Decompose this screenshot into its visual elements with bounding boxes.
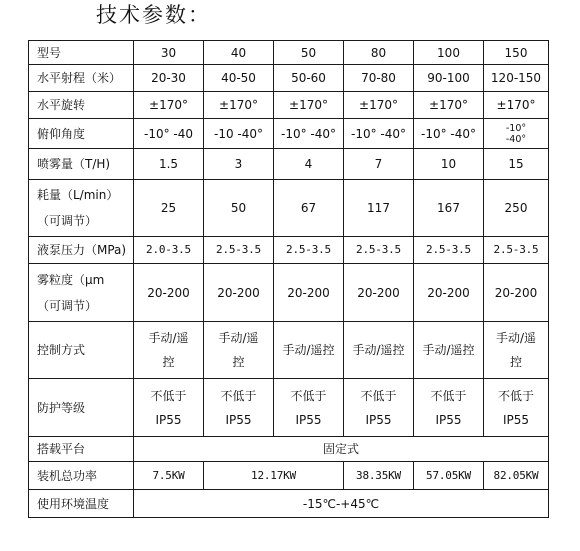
spray-cell: 10 [414,149,484,180]
control-line2: 控 [162,355,175,369]
pressure-cell: 2.5-3.5 [484,237,549,264]
pressure-cell: 2.5-3.5 [274,237,344,264]
consumption-cell: 50 [204,180,274,237]
pitch-line-top: -10° [505,122,527,134]
range-cell: 20-30 [134,65,204,92]
protection-line2: IP55 [365,412,392,427]
control-cell-wrapped [134,322,204,379]
row-platform [29,437,549,462]
rotation-cell: ±170° [484,92,549,119]
rotation-cell: ±170° [344,92,414,119]
control-cell-wrapped [204,322,274,379]
label-protection: 防护等级 [29,379,134,437]
control-line1: 手动/遥 [495,331,537,345]
consumption-cell: 67 [274,180,344,237]
particle-label-line1: 雾粒度（μm [37,272,105,287]
protection-line1: 不低于 [290,388,327,403]
row-protection [29,379,549,437]
control-line2: 控 [509,355,522,369]
pitch-cell: -10 -40° [204,119,274,149]
row-spray [29,149,549,180]
pitch-cell: -10° -40° [274,119,344,149]
rotation-cell: ±170° [274,92,344,119]
protection-cell [414,379,484,437]
label-range: 水平射程（米） [29,65,134,92]
model-cell: 30 [134,41,204,65]
range-cell: 50-60 [274,65,344,92]
consumption-cell: 117 [344,180,414,237]
row-control [29,322,549,379]
particle-cell: 20-200 [414,264,484,322]
power-cell: 38.35KW [344,462,414,490]
range-cell: 70-80 [344,65,414,92]
label-pitch: 俯仰角度 [29,119,134,149]
particle-cell: 20-200 [344,264,414,322]
spray-cell: 7 [344,149,414,180]
pressure-cell: 2.0-3.5 [134,237,204,264]
protection-line1: 不低于 [497,388,534,403]
pitch-line-bottom: -40° [505,133,527,145]
rotation-cell: ±170° [204,92,274,119]
label-spray: 喷雾量（T/H) [29,149,134,180]
control-line1: 手动/遥 [148,331,189,345]
row-range [29,65,549,92]
label-temperature: 使用环境温度 [29,490,134,518]
protection-cell [134,379,204,437]
protection-line2: IP55 [502,412,530,427]
protection-line2: IP55 [225,412,252,427]
row-pressure [29,237,549,264]
temperature-cell: -15℃-+45℃ [134,490,549,518]
particle-cell: 20-200 [484,264,549,322]
pitch-cell: -10° -40° [344,119,414,149]
row-power [29,462,549,490]
pitch-cell-stacked [484,119,549,149]
power-cell: 7.5KW [134,462,204,490]
particle-cell: 20-200 [204,264,274,322]
protection-cell [204,379,274,437]
particle-cell: 20-200 [274,264,344,322]
pitch-cell: -10° -40 [134,119,204,149]
protection-line1: 不低于 [430,388,467,403]
page-heading: 技术参数： [96,3,211,27]
consumption-cell: 25 [134,180,204,237]
consumption-label-line2: （可调节） [37,214,98,228]
control-cell: 手动/遥控 [344,322,414,379]
model-cell: 150 [484,41,549,65]
label-pressure: 液泵压力（MPa) [29,237,134,264]
power-cell: 12.17KW [204,462,344,490]
pitch-cell: -10° -40° [414,119,484,149]
protection-line1: 不低于 [220,388,257,403]
spray-cell: 1.5 [134,149,204,180]
protection-cell [484,379,549,437]
model-cell: 80 [344,41,414,65]
protection-line2: IP55 [435,412,462,427]
consumption-cell: 167 [414,180,484,237]
label-particle [29,264,134,322]
control-cell-wrapped [484,322,549,379]
control-line2: 控 [232,355,245,369]
row-pitch [29,119,549,149]
label-consumption [29,180,134,237]
platform-cell: 固定式 [134,437,549,462]
row-temperature [29,490,549,518]
particle-label-line2: （可调节） [37,298,98,313]
spray-cell: 4 [274,149,344,180]
spray-cell: 15 [484,149,549,180]
label-model: 型号 [29,41,134,65]
label-control: 控制方式 [29,322,134,379]
protection-line1: 不低于 [360,388,397,403]
control-cell: 手动/遥控 [414,322,484,379]
range-cell: 90-100 [414,65,484,92]
protection-cell [344,379,414,437]
pressure-cell: 2.5-3.5 [344,237,414,264]
rotation-cell: ±170° [414,92,484,119]
pressure-cell: 2.5-3.5 [204,237,274,264]
protection-cell [274,379,344,437]
label-platform: 搭载平台 [29,437,134,462]
model-cell: 50 [274,41,344,65]
power-cell: 57.05KW [414,462,484,490]
consumption-cell: 250 [484,180,549,237]
rotation-cell: ±170° [134,92,204,119]
label-rotation: 水平旋转 [29,92,134,119]
protection-line2: IP55 [295,412,322,427]
control-cell: 手动/遥控 [274,322,344,379]
control-line1: 手动/遥 [218,331,259,345]
model-cell: 100 [414,41,484,65]
row-consumption [29,180,549,237]
range-cell: 40-50 [204,65,274,92]
row-model [29,41,549,65]
spec-table [28,40,549,518]
consumption-label-line1: 耗量（L/min） [37,188,119,202]
row-rotation [29,92,549,119]
range-cell: 120-150 [484,65,549,92]
row-particle [29,264,549,322]
power-cell: 82.05KW [484,462,549,490]
model-cell: 40 [204,41,274,65]
particle-cell: 20-200 [134,264,204,322]
spray-cell: 3 [204,149,274,180]
pressure-cell: 2.5-3.5 [414,237,484,264]
protection-line1: 不低于 [150,388,187,403]
protection-line2: IP55 [155,412,182,427]
label-power: 装机总功率 [29,462,134,490]
